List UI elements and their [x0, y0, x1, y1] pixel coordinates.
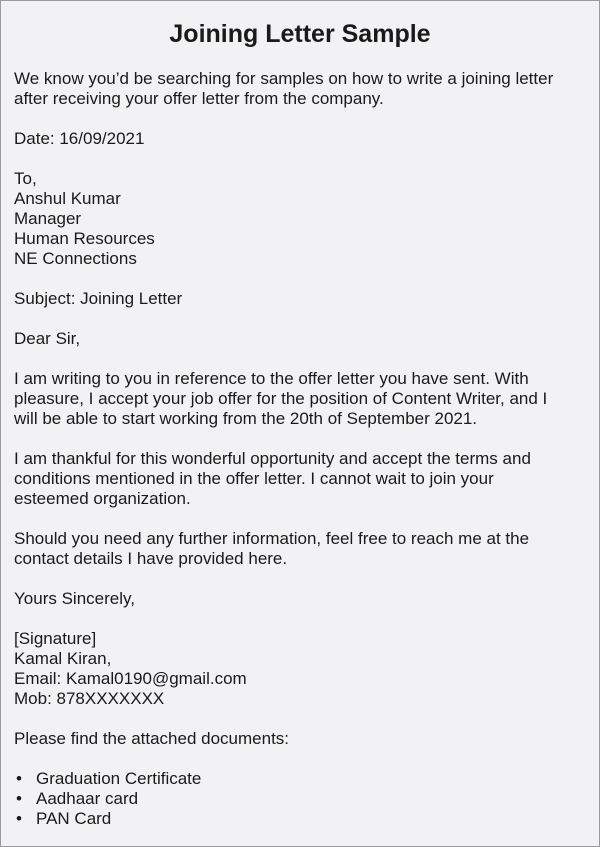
list-item	[14, 769, 594, 789]
body-paragraph-3	[14, 529, 594, 569]
attachments-intro: Please find the attached documents:	[14, 729, 290, 748]
paragraph-line: Should you need any further information, feel free to reach me at the	[14, 529, 530, 548]
recipient-to: To,	[14, 169, 37, 188]
letter-salutation: Dear Sir,	[14, 329, 81, 348]
paragraph-line: I am writing to you in reference to the offer letter you have sent. With	[14, 369, 529, 388]
bullet-icon: •	[16, 789, 22, 808]
attachment-label: Aadhaar card	[36, 789, 139, 808]
letter-subject: Subject: Joining Letter	[14, 289, 183, 308]
list-item	[14, 789, 594, 809]
bullet-icon: •	[16, 769, 22, 788]
paragraph-line: conditions mentioned in the offer letter. I cannot wait to join your	[14, 469, 494, 488]
paragraph-line: contact details I have provided here.	[14, 549, 288, 568]
bullet-icon: •	[16, 809, 22, 828]
page-title: Joining Letter Sample	[169, 20, 431, 48]
sender-signature: [Signature]	[14, 629, 97, 648]
body-paragraph-1	[14, 369, 594, 429]
recipient-department: Human Resources	[14, 229, 155, 248]
intro-line: We know you’d be searching for samples on how to write a joining letter	[14, 69, 554, 88]
sender-name: Kamal Kiran,	[14, 649, 112, 668]
letter-closing: Yours Sincerely,	[14, 589, 135, 608]
recipient-designation: Manager	[14, 209, 82, 228]
attachment-label: PAN Card	[36, 809, 112, 828]
recipient-address	[14, 169, 594, 269]
recipient-name: Anshul Kumar	[14, 189, 121, 208]
sender-details	[14, 629, 594, 709]
recipient-company: NE Connections	[14, 249, 137, 268]
intro-line: after receiving your offer letter from the company.	[14, 89, 384, 108]
sender-mobile: Mob: 878XXXXXXX	[14, 689, 165, 708]
attachments-list	[14, 769, 594, 829]
paragraph-line: esteemed organization.	[14, 489, 191, 508]
sender-email: Email: Kamal0190@gmail.com	[14, 669, 247, 688]
letter-body	[14, 69, 594, 829]
paragraph-line: will be able to start working from the 20th of September 2021.	[14, 409, 478, 428]
attachment-label: Graduation Certificate	[36, 769, 202, 788]
intro-paragraph	[14, 69, 594, 109]
letter-date: Date: 16/09/2021	[14, 129, 145, 148]
body-paragraph-2	[14, 449, 594, 509]
paragraph-line: pleasure, I accept your job offer for the position of Content Writer, and I	[14, 389, 548, 408]
paragraph-line: I am thankful for this wonderful opportunity and accept the terms and	[14, 449, 531, 468]
list-item	[14, 809, 594, 829]
